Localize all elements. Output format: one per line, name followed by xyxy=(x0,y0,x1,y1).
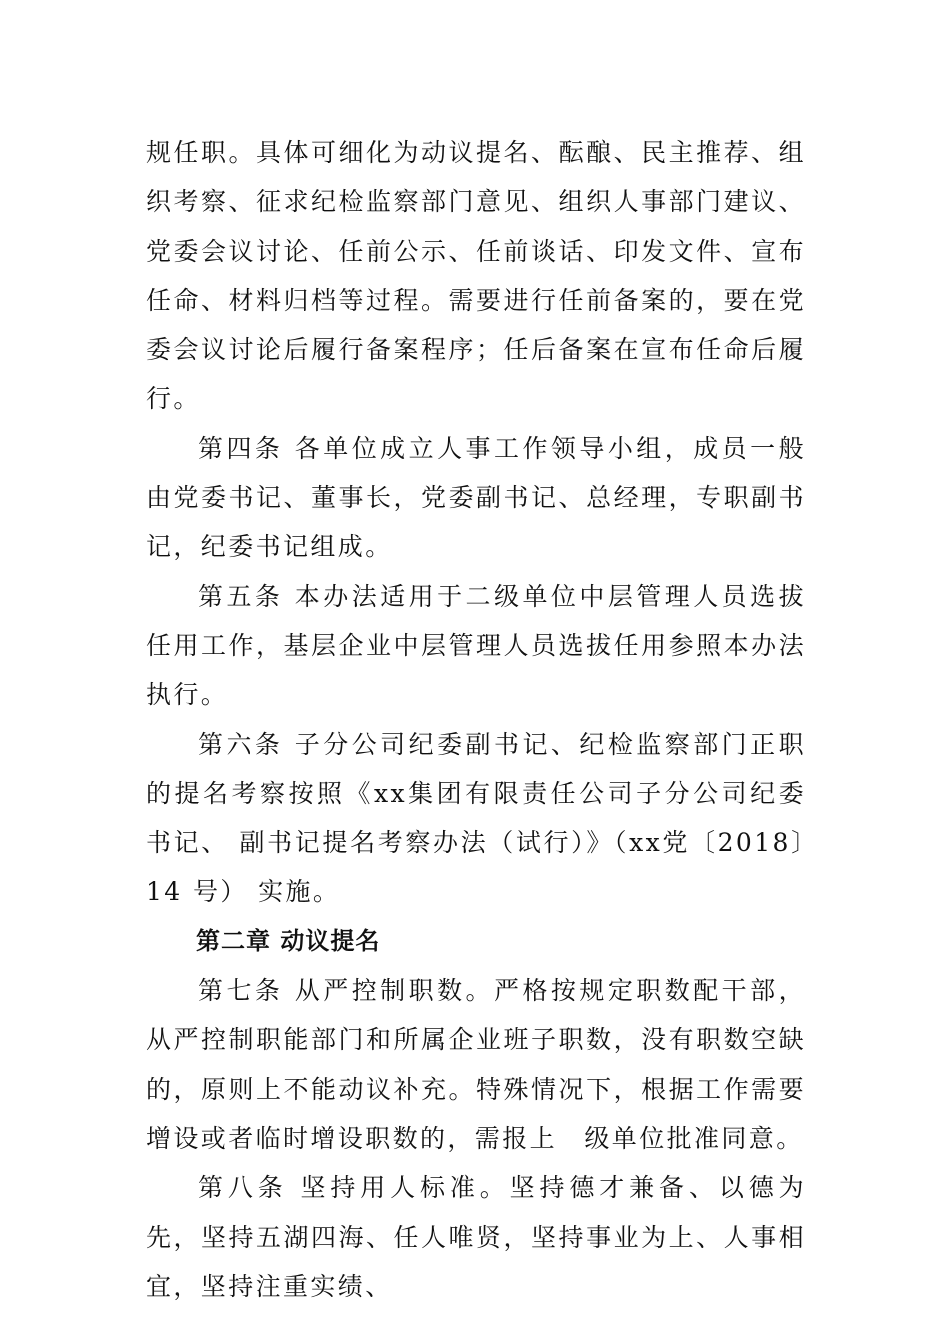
chapter-2-heading: 第二章 动议提名 xyxy=(196,926,381,955)
article-4: 第四条 各单位成立人事工作领导小组，成员一般由党委书记、董事长，党委副书记、总经理，专职副书记，纪委书记组成。 xyxy=(146,433,806,562)
article-7: 第七条 从严控制职数。严格按规定职数配干部，从严控制职能部门和所属企业班子职数，没有职数空缺的，原则上不能动议补充。特殊情况下，根据工作需要增设或者临时增设职数的，需报上 级单位批准同意。 xyxy=(146,976,806,1153)
article-6: 第六条 子分公司纪委副书记、纪检监察部门正职的提名考察按照《xx集团有限责任公司子分公司纪委书记、 副书记提名考察办法（试行）》（xx党〔2018〕14 号） 实施。 xyxy=(146,729,806,907)
article-5: 第五条 本办法适用于二级单位中层管理人员选拔任用工作，基层企业中层管理人员选拔任用参照本办法执行。 xyxy=(146,581,806,710)
paragraph-continuation: 规任职。具体可细化为动议提名、酝酿、民主推荐、组织考察、征求纪检监察部门意见、组织人事部门建议、党委会议讨论、任前公示、任前谈话、印发文件、宣布任命、材料归档等过程。需要进行任前备案的，要在党委会议讨论后履行备案程序；任后备案在宣布任命后履行。 xyxy=(146,138,806,414)
article-8: 第八条 坚持用人标准。坚持德才兼备、以德为先，坚持五湖四海、任人唯贤，坚持事业为上、人事相宜，坚持注重实绩、 xyxy=(146,1173,806,1301)
document-body xyxy=(146,128,806,1311)
